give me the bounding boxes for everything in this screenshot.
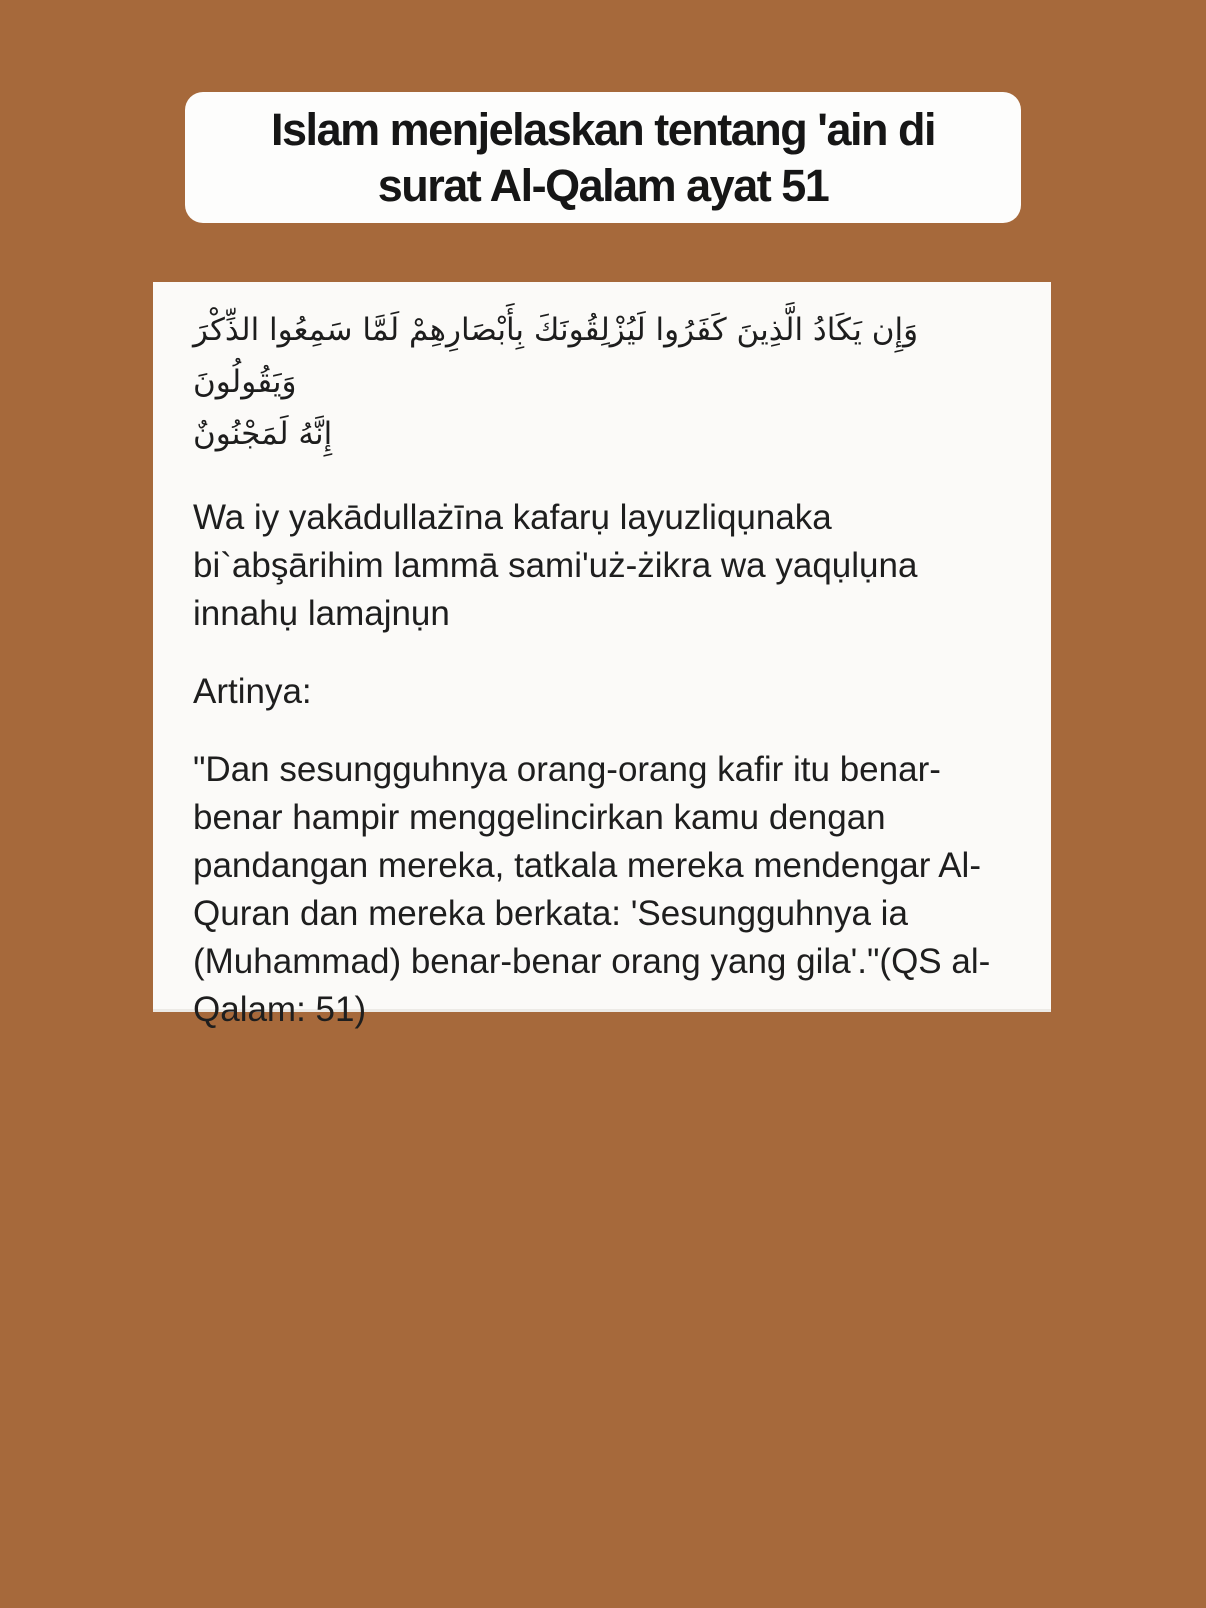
title-line-1: Islam menjelaskan tentang 'ain di — [271, 103, 935, 155]
transliteration-text: Wa iy yakādullażīna kafarụ layuzliqụnaka bi`abşārihim lammā sami'uż-żikra wa yaqụlụna innahụ lamajnụn — [193, 498, 918, 633]
translation-text: "Dan sesungguhnya orang-orang kafir itu benar-benar hampir menggelincirkan kamu dengan pandangan mereka, tatkala mereka mendengar Al-Quran dan mereka berkata: 'Sesungguhnya ia (Muhammad) benar-benar orang yang gila'."(QS al-Qalam: 51) — [193, 750, 991, 1029]
arabic-verse — [193, 304, 1013, 460]
meaning-label: Artinya: — [193, 672, 312, 711]
arabic-verse-line-1: وَإِن يَكَادُ الَّذِينَ كَفَرُوا لَيُزْلِقُونَكَ بِأَبْصَارِهِمْ لَمَّا سَمِعُوا الذِّكْرَ وَيَقُولُونَ — [193, 312, 919, 400]
title-line-2: surat Al-Qalam ayat 51 — [377, 159, 829, 211]
verse-card — [153, 282, 1051, 1029]
title-banner — [185, 92, 1021, 223]
arabic-verse-line-2: إِنَّهُ لَمَجْنُونٌ — [193, 416, 333, 452]
